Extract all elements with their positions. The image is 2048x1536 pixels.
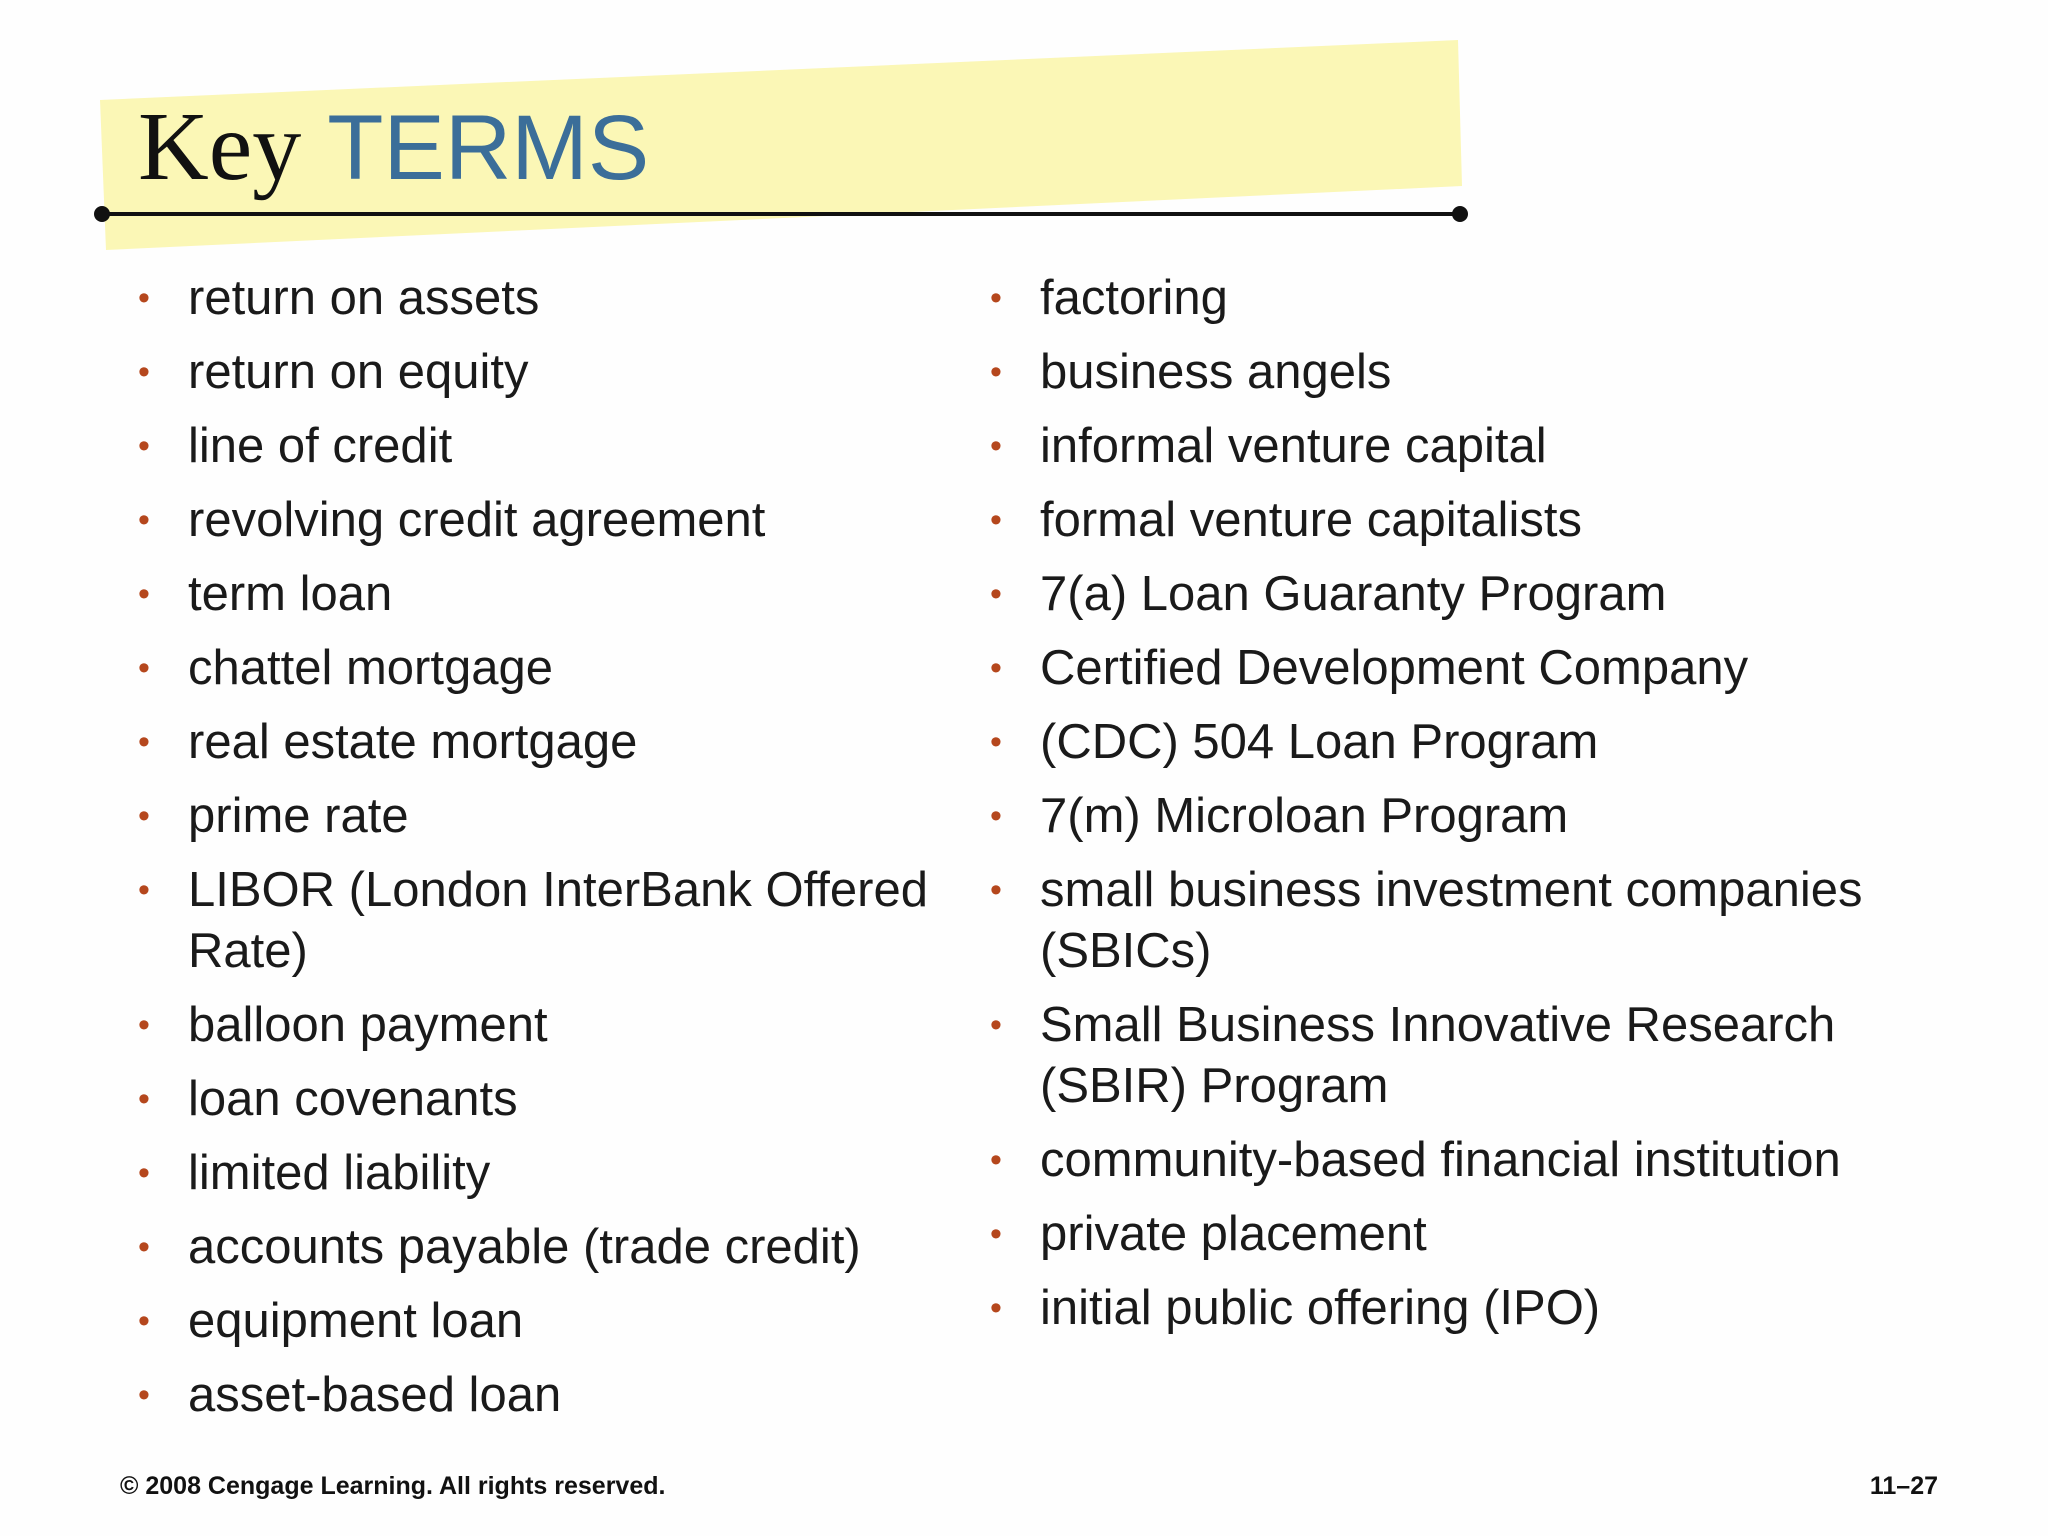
term-text: Small Business Innovative Research (SBIR) Program [1040,998,1836,1113]
term-item [138,564,968,625]
bullet-icon: • [138,501,150,539]
bullet-icon: • [138,723,150,761]
bullet-icon: • [990,279,1002,317]
bullet-icon: • [990,723,1002,761]
term-item [138,416,968,477]
term-item [990,860,1930,982]
term-item [990,712,1930,773]
title-rule-right-endpoint [1452,206,1468,222]
term-text: real estate mortgage [188,715,638,769]
bullet-icon: • [138,427,150,465]
term-text: prime rate [188,789,409,843]
term-text: equipment loan [188,1294,524,1348]
bullet-icon: • [138,1376,150,1414]
bullet-icon: • [138,1080,150,1118]
term-text: Certified Development Company [1040,641,1749,695]
term-text: informal venture capital [1040,419,1547,473]
bullet-icon: • [138,649,150,687]
bullet-icon: • [990,1289,1002,1327]
term-item [990,416,1930,477]
term-text: balloon payment [188,998,548,1052]
term-text: initial public offering (IPO) [1040,1281,1601,1335]
bullet-icon: • [138,1154,150,1192]
term-item [138,342,968,403]
bullet-icon: • [138,1302,150,1340]
term-text: return on equity [188,345,529,399]
term-text: community-based financial institution [1040,1133,1841,1187]
term-item [138,1143,968,1204]
term-item [990,638,1930,699]
title-rule-left-endpoint [94,206,110,222]
term-item [990,268,1930,329]
bullet-icon: • [990,353,1002,391]
term-text: line of credit [188,419,453,473]
bullet-icon: • [990,1215,1002,1253]
term-item [138,268,968,329]
term-item [138,1365,968,1426]
term-item [138,712,968,773]
term-text: factoring [1040,271,1228,325]
term-item [990,564,1930,625]
copyright-notice: © 2008 Cengage Learning. All rights reserved. [120,1472,666,1500]
term-item [138,1069,968,1130]
bullet-icon: • [138,575,150,613]
terms-list-left [138,268,968,1439]
term-item [138,786,968,847]
term-text: formal venture capitalists [1040,493,1582,547]
term-item [990,786,1930,847]
term-text: revolving credit agreement [188,493,766,547]
term-text: 7(m) Microloan Program [1040,789,1569,843]
term-text: 7(a) Loan Guaranty Program [1040,567,1667,621]
title-terms-word: TERMS [327,97,650,199]
term-text: (CDC) 504 Loan Program [1040,715,1599,769]
terms-list-right [990,268,1930,1352]
term-item [138,995,968,1056]
page-title [138,93,650,201]
bullet-icon: • [990,1006,1002,1044]
bullet-icon: • [990,871,1002,909]
bullet-icon: • [138,353,150,391]
term-item [990,1130,1930,1191]
term-text: limited liability [188,1146,491,1200]
term-item [138,1217,968,1278]
term-item [990,995,1930,1117]
bullet-icon: • [138,871,150,909]
term-text: accounts payable (trade credit) [188,1220,861,1274]
term-item [138,860,968,982]
term-item [990,490,1930,551]
bullet-icon: • [138,797,150,835]
term-text: private placement [1040,1207,1427,1261]
term-item [138,638,968,699]
term-item [990,342,1930,403]
bullet-icon: • [990,575,1002,613]
bullet-icon: • [138,1228,150,1266]
term-item [990,1278,1930,1339]
term-text: return on assets [188,271,540,325]
term-item [138,490,968,551]
bullet-icon: • [138,1006,150,1044]
title-key-word: Key [138,93,302,201]
term-text: term loan [188,567,393,621]
term-text: small business investment companies (SBICs) [1040,863,1863,978]
bullet-icon: • [138,279,150,317]
bullet-icon: • [990,427,1002,465]
term-text: LIBOR (London InterBank Offered Rate) [188,863,928,978]
slide-number: 11–27 [1869,1472,1938,1500]
term-text: business angels [1040,345,1392,399]
term-text: chattel mortgage [188,641,553,695]
bullet-icon: • [990,501,1002,539]
bullet-icon: • [990,797,1002,835]
term-text: loan covenants [188,1072,518,1126]
term-item [990,1204,1930,1265]
term-text: asset-based loan [188,1368,562,1422]
bullet-icon: • [990,1141,1002,1179]
term-item [138,1291,968,1352]
bullet-icon: • [990,649,1002,687]
